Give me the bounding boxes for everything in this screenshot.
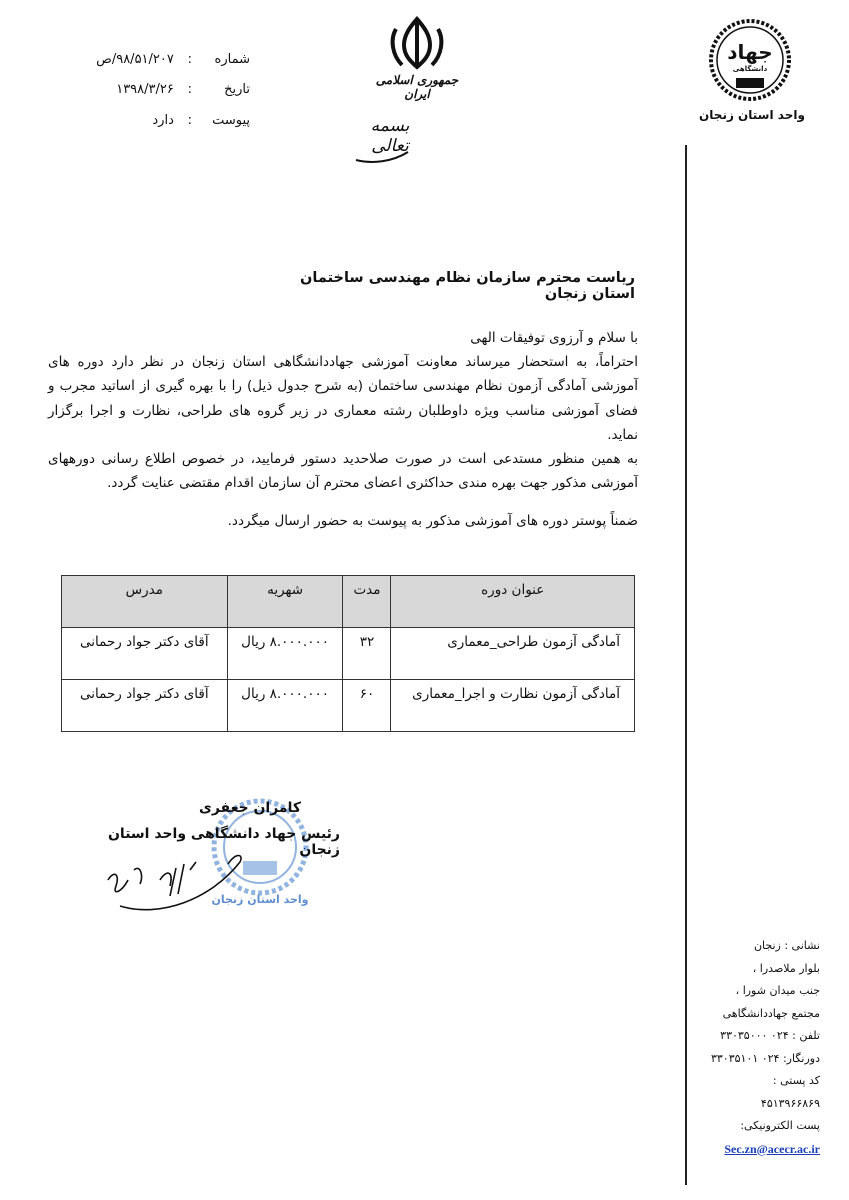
postal-code-label: کد پستی : <box>772 1074 820 1087</box>
reference-number-label: شماره <box>214 52 250 67</box>
paragraph-2: به همین منظور مستدعی است در صورت صلاحدید دستور فرمایید، در خصوص اطلاع رسانی دورههای آموزشی مذکور جهت بهره مندی حداکثری اعضای محترم آن سازمان اقدام مقتضی عنایت گردد. <box>48 451 638 492</box>
reference-number-value: ۹۸/۵۱/۲۰۷/ص <box>96 52 174 67</box>
header-instructor: مدرس <box>62 576 228 628</box>
paragraph-3: ضمناً پوستر دوره های آموزشی مذکور به پیوست به حضور ارسال میگردد. <box>227 513 638 530</box>
email-link[interactable]: Sec.zn@acecr.ac.ir <box>724 1141 820 1156</box>
email-label: پست الکترونیکی: <box>740 1119 820 1132</box>
course-instructor: آقای دکتر جواد رحمانی <box>62 680 228 732</box>
reference-attachment-value: دارد <box>152 113 174 128</box>
signatory-role: رئیس جهاد دانشگاهی واحد استان زنجان <box>107 826 340 858</box>
letter-body <box>48 326 638 534</box>
reference-date-value: ۱۳۹۸/۳/۲۶ <box>116 82 174 97</box>
courses-table <box>61 575 635 732</box>
organization-logo <box>708 18 792 102</box>
table-row <box>62 628 635 680</box>
header-duration: مدت <box>343 576 391 628</box>
stamp-text: واحد استان زنجان <box>211 893 309 906</box>
reference-number: شماره: ۹۸/۵۱/۲۰۷/ص <box>96 52 250 67</box>
table-row <box>62 680 635 732</box>
course-fee: ۸.۰۰۰.۰۰۰ ریال <box>227 628 343 680</box>
reference-date-label: تاریخ <box>224 82 250 97</box>
greeting: با سلام و آرزوی توفیقات الهی <box>470 330 638 346</box>
basmala-text: بسمه تعالی <box>370 116 410 156</box>
paragraph-1: احتراماً، به استحضار میرساند معاونت آموزشی جهاددانشگاهی استان زنجان در نظر دارد دوره های آموزشی آمادگی آزمون نظام مهندسی ساختمان (به شرح جدول ذیل) را با بهره گیری از اساتید مجرب و فضای آموزشی مناسب ویژه داوطلبان رشته معماری در زیر گروه های طراحی، نظارت و اجرا برگزار نماید. <box>48 354 638 443</box>
address-line-city: نشانی : زنجان <box>753 939 820 952</box>
course-fee: ۸.۰۰۰.۰۰۰ ریال <box>227 680 343 732</box>
table-header-row <box>62 576 635 628</box>
organization-logo-subtext: دانشگاهی <box>732 65 768 73</box>
vertical-divider <box>685 145 687 1185</box>
handwritten-signature <box>100 840 250 920</box>
course-title: آمادگی آزمون نظارت و اجرا_معماری <box>391 680 635 732</box>
course-instructor: آقای دکتر جواد رحمانی <box>62 628 228 680</box>
basmala <box>352 112 422 167</box>
national-emblem <box>375 15 459 105</box>
course-duration: ۶۰ <box>343 680 391 732</box>
addressee: ریاست محترم سازمان نظام مهندسی ساختمان استان زنجان <box>300 270 635 302</box>
header-fee: شهریه <box>227 576 343 628</box>
course-duration: ۳۲ <box>343 628 391 680</box>
address-line-square: جنب میدان شورا ، <box>735 984 820 997</box>
phone-number: تلفن : ۰۲۴ ۳۳۰۳۵۰۰۰ <box>720 1029 820 1042</box>
emblem-caption: جمهوری اسلامی ایران <box>375 73 459 101</box>
organization-unit: واحد استان زنجان <box>699 108 805 122</box>
reference-attachment-label: پیوست <box>212 113 250 128</box>
address-line-building: مجتمع جهاددانشگاهی <box>722 1006 820 1020</box>
course-title: آمادگی آزمون طراحی_معماری <box>391 628 635 680</box>
signatory-name: کامران جعفری <box>198 800 301 816</box>
reference-attachment: پیوست: دارد <box>152 113 250 128</box>
contact-address <box>690 935 820 1161</box>
organization-logo-text: جهاد <box>727 40 773 64</box>
reference-date: تاریخ: ۱۳۹۸/۳/۲۶ <box>116 82 250 97</box>
postal-code: ۴۵۱۳۹۶۶۸۶۹ <box>760 1096 820 1110</box>
fax-number: دورنگار: ۰۲۴ ۳۳۰۳۵۱۰۱ <box>710 1051 820 1065</box>
header-title: عنوان دوره <box>391 576 635 628</box>
address-line-street: بلوار ملاصدرا ، <box>752 961 820 975</box>
